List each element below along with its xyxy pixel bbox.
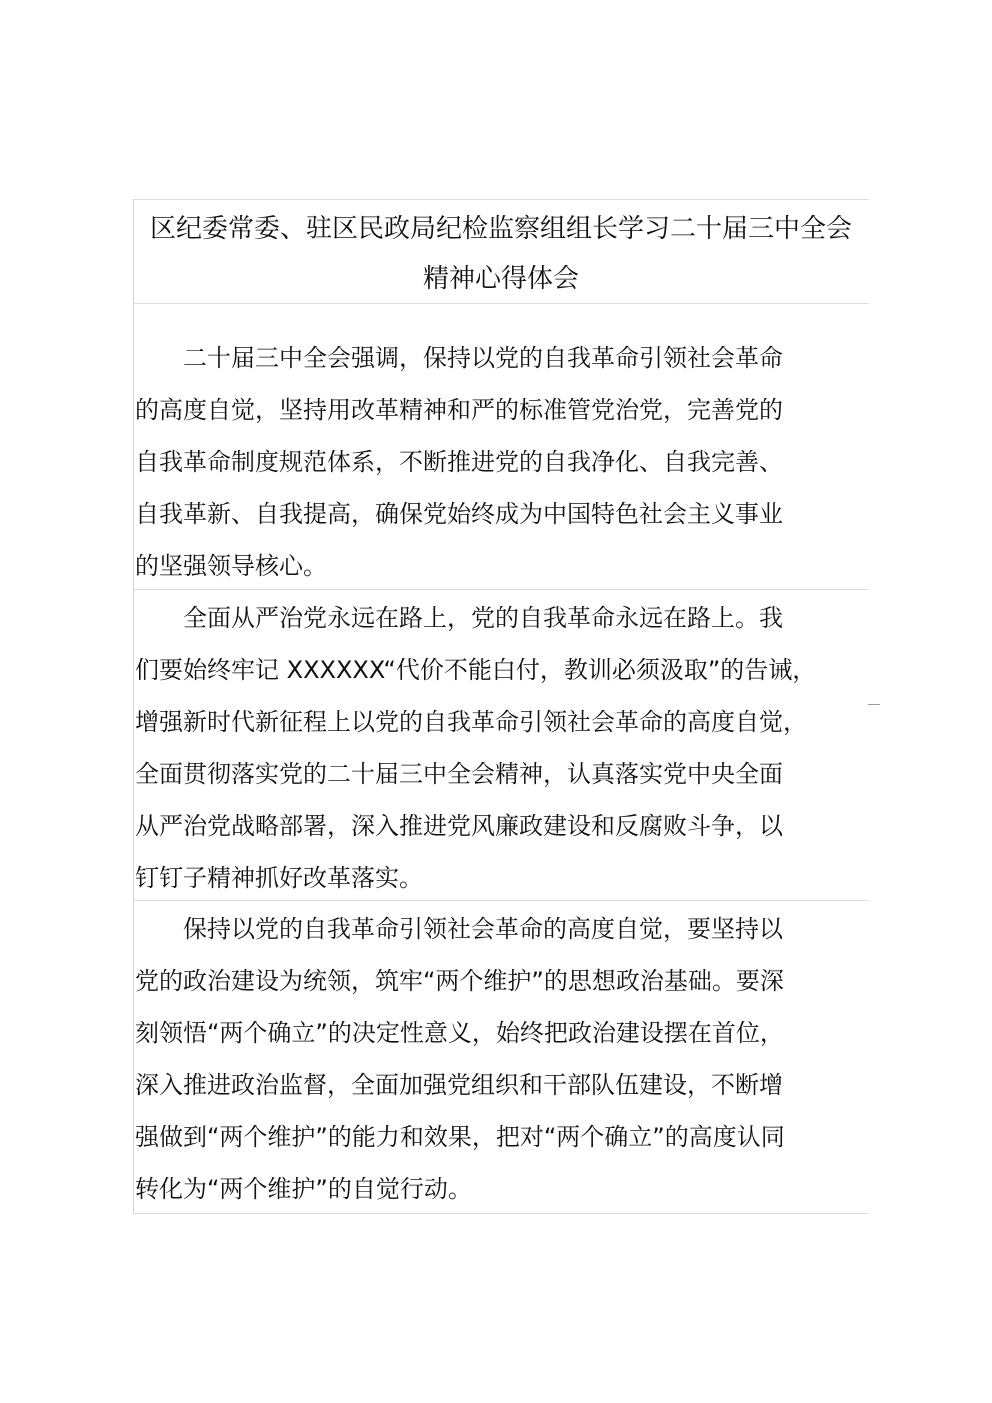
text-line: 自我革新、自我提高，确保党始终成为中国特色社会主义事业 bbox=[135, 500, 783, 528]
divider-line bbox=[133, 199, 869, 200]
text-line: 钉钉子精神抓好改革落实。 bbox=[135, 864, 423, 892]
text-line: 转化为“两个维护”的自觉行动。 bbox=[135, 1175, 472, 1203]
text-line: 的高度自觉，坚持用改革精神和严的标准管党治党，完善党的 bbox=[135, 396, 783, 424]
text-line: 全面从严治党永远在路上，党的自我革命永远在路上。我 bbox=[135, 604, 783, 632]
paragraph-3 bbox=[135, 903, 857, 1215]
text-line: 二十届三中全会强调，保持以党的自我革命引领社会革命 bbox=[135, 344, 783, 372]
text-line: 自我革命制度规范体系，不断推进党的自我净化、自我完善、 bbox=[135, 448, 783, 476]
title-line: 区纪委常委、驻区民政局纪检监察组组长学习二十届三中全会 bbox=[149, 214, 852, 244]
text-line: 强做到“两个维护”的能力和效果，把对“两个确立”的高度认同 bbox=[135, 1123, 785, 1151]
text-line: 刻领悟“两个确立”的决定性意义，始终把政治建设摆在首位， bbox=[135, 1019, 784, 1047]
text-line: 党的政治建设为统领，筑牢“两个维护”的思想政治基础。要深 bbox=[135, 967, 784, 995]
text-line: 从严治党战略部署，深入推进党风廉政建设和反腐败斗争，以 bbox=[135, 812, 783, 840]
text-line: 们要始终牢记 XXXXXX“代价不能白付，教训必须汲取”的告诫， bbox=[135, 656, 817, 684]
document-title bbox=[133, 204, 869, 304]
text-line: 增强新时代新征程上以党的自我革命引领社会革命的高度自觉， bbox=[135, 708, 807, 736]
text-line: 的坚强领导核心。 bbox=[135, 552, 327, 580]
text-line: 深入推进政治监督，全面加强党组织和干部队伍建设，不断增 bbox=[135, 1071, 783, 1099]
text-line: 全面贯彻落实党的二十届三中全会精神，认真落实党中央全面 bbox=[135, 760, 783, 788]
paragraph-1 bbox=[135, 332, 857, 592]
title-line: 精神心得体会 bbox=[422, 264, 579, 294]
paragraph-2 bbox=[135, 592, 857, 904]
margin-mark bbox=[868, 704, 880, 705]
text-line: 保持以党的自我革命引领社会革命的高度自觉，要坚持以 bbox=[135, 915, 783, 943]
